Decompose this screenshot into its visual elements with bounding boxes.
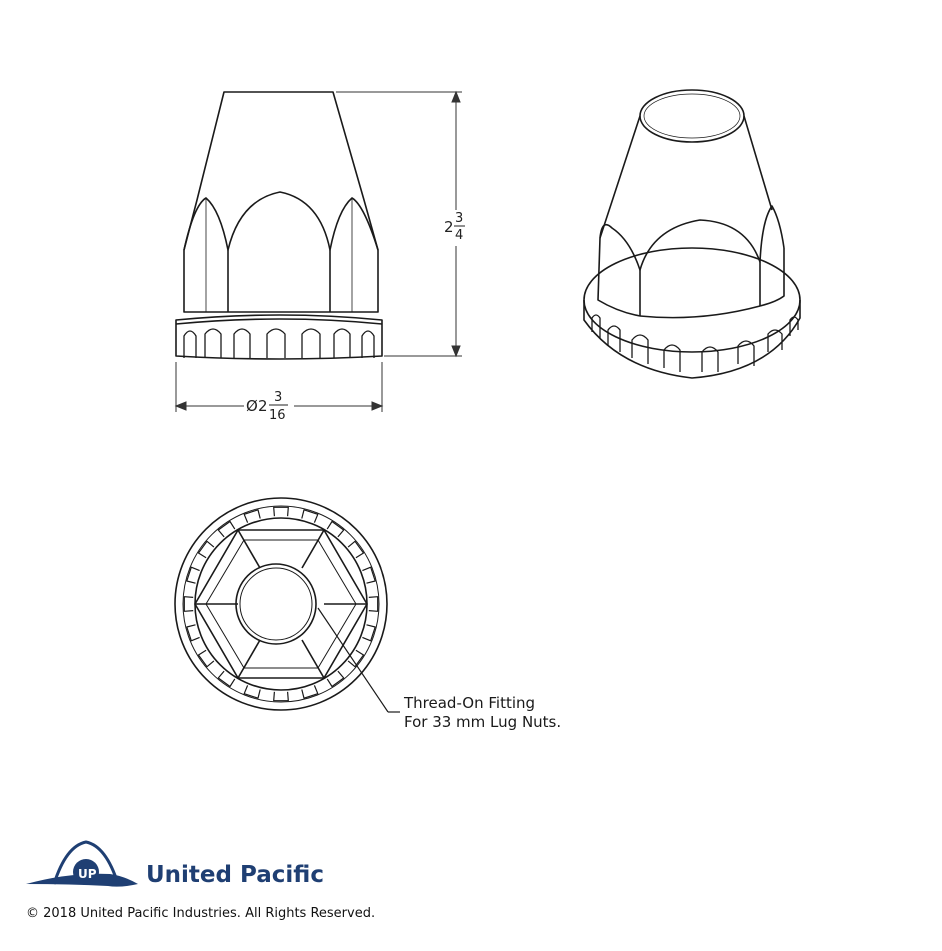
isometric-view-base-notches: [592, 315, 798, 372]
note-line-2: For 33 mm Lug Nuts.: [404, 713, 562, 731]
top-view: [175, 498, 387, 710]
diameter-dimension-numerator: 3: [274, 390, 283, 405]
logo-letters: UP: [78, 867, 97, 881]
top-view-tooth: [218, 671, 235, 686]
isometric-view-arches: [600, 206, 784, 270]
thread-on-fitting-note: [404, 694, 561, 732]
top-view-tooth: [327, 671, 344, 686]
height-dimension-denominator: 4: [455, 228, 464, 243]
top-view-tooth: [218, 522, 235, 537]
diameter-dimension-symbol: Ø: [246, 397, 258, 415]
height-dimension-numerator: 3: [455, 211, 464, 226]
diameter-dimension-denominator: 16: [269, 408, 286, 423]
united-pacific-logo: [26, 842, 138, 887]
front-view-base-notches: [184, 329, 374, 358]
front-view: [176, 92, 382, 359]
top-view-tooth: [199, 541, 214, 558]
height-dimension-whole: 2: [444, 218, 454, 236]
callout-leader: [318, 608, 400, 712]
top-view-tooth: [274, 507, 289, 516]
top-view-tooth: [184, 597, 193, 612]
top-view-tooth: [274, 692, 289, 701]
brand-name: United Pacific: [146, 862, 324, 888]
top-view-tooth: [327, 522, 344, 537]
isometric-view: [584, 90, 800, 378]
copyright-text: © 2018 United Pacific Industries. All Rights Reserved.: [26, 906, 376, 921]
top-view-bore: [236, 564, 316, 644]
diameter-dimension-whole: 2: [258, 397, 268, 415]
top-view-tooth: [199, 650, 214, 667]
top-view-tooth: [348, 541, 363, 558]
top-view-tooth: [369, 597, 378, 612]
note-line-1: Thread-On Fitting: [404, 694, 536, 712]
isometric-view-top: [640, 90, 744, 142]
front-view-arches: [184, 192, 378, 250]
